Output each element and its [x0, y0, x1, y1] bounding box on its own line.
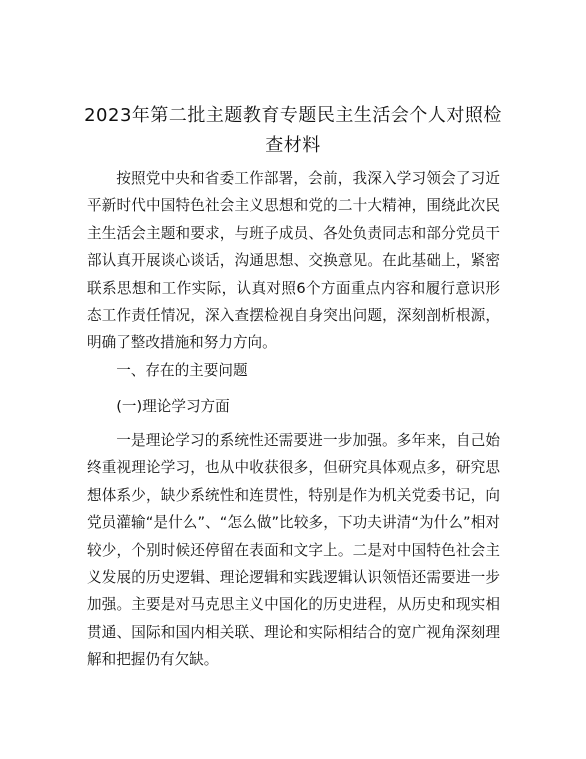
subsection-heading: (一)理论学习方面 — [116, 398, 230, 415]
section-heading: 一、存在的主要问题 — [116, 362, 248, 379]
document-title: 2023年第二批主题教育专题民主生活会个人对照检查材料 — [84, 105, 502, 156]
theory-study-paragraph: 一是理论学习的系统性还需要进一步加强。多年来，自己始终重视理论学习，也从中收获很多，但研究具体观点多，研究思想体系少，缺少系统性和连贯性，特别是作为机关党委书记，向党员灌输“是什么”、“怎么做”比较多，下功夫讲清“为什么”相对较少，个别时候还停留在表面和文字上。二是对中国特色社会主义发展的历史逻辑、理论逻辑和实践逻辑认识领悟还需要进一步加强。主要是对马克思主义中国化的历史进程，从历史和现实相贯通、国际和国内相关联、理论和实际相结合的宽广视角深刻理解和把握仍有欠缺。 — [87, 432, 500, 669]
intro-paragraph: 按照党中央和省委工作部署，会前，我深入学习领会了习近平新时代中国特色社会主义思想和党的二十大精神，围绕此次民主生活会主题和要求，与班子成员、各处负责同志和部分党员干部认真开展谈心谈话，沟通思想、交换意见。在此基础上，紧密联系思想和工作实际，认真对照6个方面重点内容和履行意识形态工作责任情况，深入查摆检视自身突出问题，深刻剖析根源，明确了整改措施和努力方向。 — [87, 170, 500, 352]
